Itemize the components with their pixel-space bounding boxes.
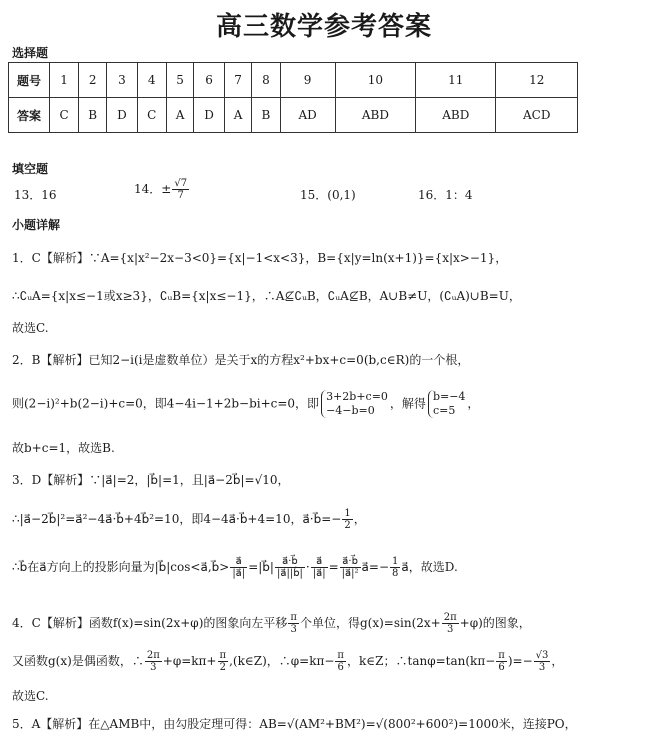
fraction-numerator: 2π	[146, 650, 160, 661]
fraction-denominator: 2	[219, 662, 226, 673]
answer-cell: C	[50, 98, 79, 133]
answer-cell: AD	[280, 98, 335, 133]
fraction-denominator: |a⃗|	[232, 568, 246, 579]
section-fill-heading: 填空题	[12, 162, 49, 176]
fraction	[275, 556, 305, 579]
solution-4-text: 又函数g(x)是偶函数，∴	[12, 654, 144, 668]
answer-cell: B	[252, 98, 280, 133]
question-number-cell: 9	[280, 63, 335, 98]
solution-4-text: ，k∈Z；∴tanφ=tan(kπ−	[347, 654, 496, 668]
fraction-numerator: a⃗	[230, 556, 247, 568]
fraction-denominator: |a⃗|²	[341, 568, 359, 579]
fraction-denominator: 8	[392, 568, 399, 579]
solution-4-text: 个单位，得g(x)=sin(2x+	[299, 616, 441, 630]
fill-answer-14	[134, 178, 190, 201]
fraction-numerator: π	[219, 650, 227, 661]
fraction-denominator: 2	[344, 520, 351, 531]
fraction	[342, 508, 352, 531]
fraction	[230, 556, 247, 579]
solution-3-line-3	[12, 556, 458, 579]
fill-answer-15: 15．(0,1)	[300, 188, 356, 202]
section-choice-heading: 选择题	[12, 46, 49, 60]
fill-answer-13: 13．16	[14, 188, 57, 202]
fraction	[340, 556, 361, 579]
answer-cell: D	[194, 98, 224, 133]
table-header-cell: 答案	[9, 98, 50, 133]
fraction-numerator: 1	[392, 556, 399, 567]
solution-3-line-1: 3．D【解析】∵|a⃗|=2，|b⃗|=1，且|a⃗−2b⃗|=√10，	[12, 473, 290, 487]
fraction	[288, 612, 299, 635]
fraction	[390, 556, 400, 579]
solution-4-text: 4．C【解析】函数f(x)=sin(2x+φ)的图象向左平移	[12, 616, 288, 630]
question-number-cell: 7	[224, 63, 252, 98]
fraction-denominator: |a⃗||b⃗|	[276, 568, 303, 579]
solution-2-text: ，解得	[389, 396, 426, 411]
fraction-numerator: π	[337, 650, 344, 661]
fraction	[496, 650, 507, 673]
answer-cell: C	[137, 98, 166, 133]
question-number-cell: 1	[50, 63, 79, 98]
solution-1-line-1: 1．C【解析】∵A={x|x²−2x−3<0}={x|−1<x<3}，B={x|y=ln(x+1)}={x|x>−1}，	[12, 251, 508, 265]
solution-3-text: =|b⃗|	[248, 560, 274, 574]
question-number-cell: 11	[416, 63, 496, 98]
solution-4-line-3: 故选C.	[12, 689, 49, 703]
fraction-denominator: 3	[290, 624, 297, 635]
fill-answer-16: 16．1：4	[418, 188, 473, 202]
equation-2: −4−b=0	[326, 404, 375, 417]
fraction-numerator: a⃗·b⃗	[340, 556, 361, 568]
solution-system	[428, 390, 465, 418]
fraction-numerator: 1	[344, 508, 351, 519]
fraction-denominator: 7	[177, 190, 184, 201]
solution-2-text: ，	[467, 396, 480, 411]
table-row-answers	[9, 98, 578, 133]
fraction-denominator: 6	[498, 662, 505, 673]
answer-table	[8, 62, 578, 133]
question-number-cell: 10	[335, 63, 415, 98]
page-title: 高三数学参考答案	[215, 12, 432, 42]
fraction-numerator: √7	[174, 178, 188, 189]
solution-c: c=5	[432, 404, 456, 417]
table-row-numbers	[9, 63, 578, 98]
fraction-numerator: π	[290, 612, 297, 623]
solution-3-text: ·	[305, 560, 310, 574]
fraction	[172, 178, 189, 201]
solution-2-line-1: 2．B【解析】已知2−i(i是虚数单位）是关于x的方程x²+bx+c=0(b,c∈R)的一个根，	[12, 353, 470, 367]
question-number-cell: 2	[79, 63, 107, 98]
question-number-cell: 8	[252, 63, 280, 98]
solution-4-text: +φ=kπ+	[162, 654, 217, 668]
solution-1-line-2: ∴∁ᵤA={x|x≤−1或x≥3}，∁ᵤB={x|x≤−1}，∴A⊈∁ᵤB，∁ᵤA⊈B，A∪B≠U，(∁ᵤA)∪B=U，	[12, 289, 521, 303]
solution-4-line-2	[12, 650, 563, 673]
solution-3-text: ∴|a⃗−2b⃗|²=a⃗²−4a⃗·b⃗+4b⃗²=10，即4−4a⃗·b⃗+4=10，a⃗·b⃗=−	[12, 512, 342, 526]
fraction	[218, 650, 229, 673]
solution-4-line-1	[12, 612, 531, 635]
question-number-cell: 6	[194, 63, 224, 98]
solution-b: b=−4	[432, 390, 466, 403]
solution-3-text: =	[328, 560, 339, 574]
table-header-cell: 题号	[9, 63, 50, 98]
fraction	[145, 650, 162, 673]
solution-2-line-2	[12, 390, 479, 418]
answer-cell: ABD	[416, 98, 496, 133]
question-number-cell: 3	[107, 63, 137, 98]
solution-4-text: ,(k∈Z)，∴φ=kπ−	[229, 654, 335, 668]
fraction-numerator: 2π	[443, 612, 457, 623]
answer-cell: D	[107, 98, 137, 133]
solution-4-text: ，	[551, 654, 564, 668]
question-number-cell: 4	[137, 63, 166, 98]
solution-1-line-3: 故选C.	[12, 321, 49, 335]
solution-3-text: a⃗=−	[361, 560, 390, 574]
fraction-denominator: 3	[150, 662, 157, 673]
section-detail-heading: 小题详解	[12, 218, 61, 232]
solution-3-line-2	[12, 508, 366, 531]
solution-2-line-3: 故b+c=1，故选B.	[12, 441, 115, 455]
fraction	[311, 556, 328, 579]
answer-cell: ABD	[335, 98, 415, 133]
question-number-cell: 12	[496, 63, 578, 98]
equation-system	[321, 390, 388, 418]
fraction	[442, 612, 459, 635]
fraction-numerator: π	[498, 650, 505, 661]
answer-cell: B	[79, 98, 107, 133]
fraction-denominator: 6	[337, 662, 344, 673]
answer-cell: ACD	[496, 98, 578, 133]
solution-3-text: a⃗，故选D.	[401, 560, 458, 574]
solution-4-text: +φ)的图象，	[459, 616, 531, 630]
fraction-denominator: 3	[538, 662, 546, 673]
question-number-cell: 5	[166, 63, 194, 98]
fraction-numerator: a⃗·b⃗	[275, 556, 305, 568]
solution-3-text: ，	[353, 512, 366, 526]
fraction	[534, 650, 551, 673]
solution-4-text: )=−	[507, 654, 533, 668]
fraction-denominator: 3	[447, 624, 454, 635]
equation-1: 3+2b+c=0	[326, 390, 388, 403]
solution-5-line-1: 5．A【解析】在△AMB中，由勾股定理可得：AB=√(AM²+BM²)=√(800²+600²)=1000米，连接PO，	[12, 717, 577, 731]
answer-cell: A	[166, 98, 194, 133]
fraction-numerator: √3	[535, 650, 549, 661]
fraction	[335, 650, 346, 673]
answer-cell: A	[224, 98, 252, 133]
fraction-denominator: |a⃗|	[312, 568, 326, 579]
solution-3-text: ∴b⃗在a⃗方向上的投影向量为|b⃗|cos<a⃗,b⃗>	[12, 560, 230, 574]
fill-answer-14-prefix: 14．±	[134, 182, 172, 196]
fraction-numerator: a⃗	[311, 556, 328, 568]
solution-2-text: 则(2−i)²+b(2−i)+c=0，即4−4i−1+2b−bi+c=0，即	[12, 396, 320, 411]
